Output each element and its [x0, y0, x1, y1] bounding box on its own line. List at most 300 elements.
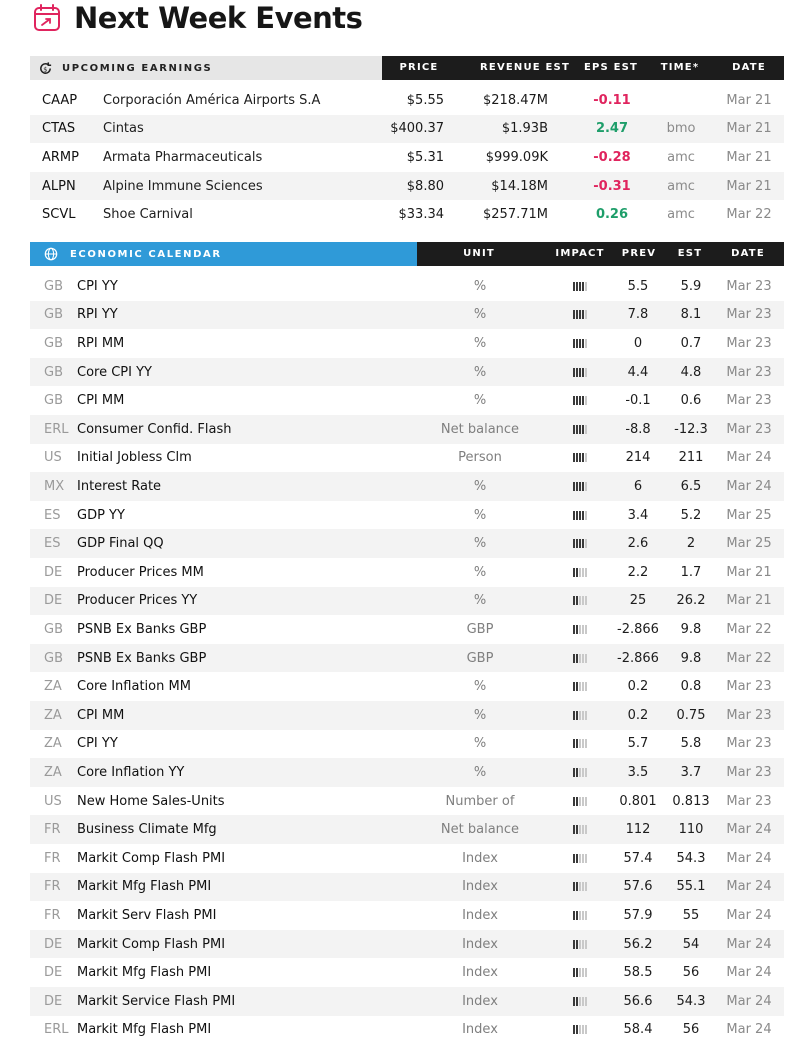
event-name[interactable]: New Home Sales-Units [77, 793, 225, 809]
event-date: Mar 21 [726, 564, 772, 580]
report-date: Mar 21 [726, 178, 772, 194]
event-name[interactable]: Core Inflation MM [77, 679, 191, 695]
impact-bars-icon [573, 1025, 587, 1035]
unit: Index [462, 1022, 498, 1038]
economic-row[interactable] [30, 901, 784, 930]
report-time: bmo [666, 121, 696, 137]
event-date: Mar 24 [726, 993, 772, 1009]
estimate-value: 9.8 [680, 650, 702, 666]
estimate-value: 0.8 [680, 679, 702, 695]
report-time: amc [667, 207, 695, 223]
estimate-value: 1.7 [680, 564, 702, 580]
impact-bars-icon [573, 367, 587, 377]
unit: % [473, 364, 487, 380]
unit: Index [462, 936, 498, 952]
estimate-value: 3.7 [680, 764, 702, 780]
revenue-est: $257.71M [483, 207, 548, 223]
event-name[interactable]: Producer Prices YY [77, 593, 198, 609]
impact-meter [560, 958, 600, 987]
previous-value: 214 [625, 450, 651, 466]
impact-bars-icon [573, 624, 587, 634]
impact-meter [560, 587, 600, 616]
country-code: ZA [44, 679, 62, 695]
impact-meter [560, 758, 600, 787]
economic-row[interactable] [30, 730, 784, 759]
estimate-value: 0.813 [672, 793, 710, 809]
previous-value: 25 [629, 593, 647, 609]
col-eps-est[interactable]: EPS EST [583, 62, 639, 73]
estimate-value: 110 [678, 822, 704, 838]
impact-bars-icon [573, 281, 587, 291]
country-code: DE [44, 564, 63, 580]
impact-bars-icon [573, 710, 587, 720]
country-code: ES [44, 536, 61, 552]
impact-meter [560, 672, 600, 701]
event-name[interactable]: Business Climate Mfg [77, 822, 217, 838]
estimate-value: 56 [682, 1022, 700, 1038]
unit: Person [458, 450, 502, 466]
estimate-value: 2 [686, 536, 696, 552]
event-name[interactable]: Producer Prices MM [77, 564, 204, 580]
economic-row[interactable] [30, 529, 784, 558]
economic-row[interactable] [30, 1016, 784, 1045]
event-name[interactable]: Markit Mfg Flash PMI [77, 1022, 212, 1038]
unit: % [473, 278, 487, 294]
event-name[interactable]: PSNB Ex Banks GBP [77, 650, 207, 666]
country-code: GB [44, 307, 63, 323]
event-name[interactable]: Consumer Confid. Flash [77, 421, 232, 437]
company-name: Corporación América Airports S.A [103, 92, 321, 108]
event-date: Mar 23 [726, 364, 772, 380]
estimate-value: -12.3 [674, 421, 708, 437]
economic-row[interactable] [30, 358, 784, 387]
impact-meter [560, 815, 600, 844]
country-code: GB [44, 621, 63, 637]
impact-bars-icon [573, 481, 587, 491]
previous-value: -2.866 [617, 621, 659, 637]
ticker[interactable]: CAAP [42, 92, 78, 108]
estimate-value: 54.3 [676, 850, 706, 866]
eps-est: 0.26 [595, 207, 629, 223]
impact-bars-icon [573, 596, 587, 606]
globe-icon [44, 247, 58, 261]
impact-bars-icon [573, 338, 587, 348]
impact-meter [560, 415, 600, 444]
previous-value: 0.2 [627, 707, 649, 723]
country-code: GB [44, 650, 63, 666]
impact-bars-icon [573, 310, 587, 320]
event-name[interactable]: Markit Mfg Flash PMI [77, 965, 212, 981]
economic-row[interactable] [30, 701, 784, 730]
unit: GBP [466, 650, 494, 666]
event-date: Mar 25 [726, 507, 772, 523]
economic-row[interactable] [30, 301, 784, 330]
unit: % [473, 478, 487, 494]
col-unit[interactable]: UNIT [463, 248, 495, 259]
previous-value: 57.6 [623, 879, 653, 895]
event-name[interactable]: Markit Serv Flash PMI [77, 907, 217, 923]
economic-section-header [30, 242, 417, 266]
estimate-value: 54.3 [676, 993, 706, 1009]
impact-bars-icon [573, 910, 587, 920]
estimate-value: 55.1 [676, 879, 706, 895]
estimate-value: 55 [682, 907, 700, 923]
estimate-value: 211 [678, 450, 704, 466]
event-date: Mar 25 [726, 536, 772, 552]
economic-row[interactable] [30, 444, 784, 473]
impact-meter [560, 901, 600, 930]
previous-value: 0 [633, 335, 643, 351]
event-date: Mar 23 [726, 307, 772, 323]
event-name[interactable]: Core CPI YY [77, 364, 152, 380]
col-econ-date[interactable]: DATE [731, 248, 765, 259]
event-name[interactable]: RPI YY [77, 307, 118, 323]
economic-row[interactable] [30, 386, 784, 415]
country-code: GB [44, 364, 63, 380]
event-name[interactable]: Interest Rate [77, 478, 162, 494]
country-code: DE [44, 993, 63, 1009]
estimate-value: 56 [682, 965, 700, 981]
unit: Net balance [440, 822, 520, 838]
impact-bars-icon [573, 767, 587, 777]
price: $5.55 [406, 92, 444, 108]
economic-row[interactable] [30, 329, 784, 358]
economic-row[interactable] [30, 644, 784, 673]
country-code: FR [44, 850, 61, 866]
col-revenue-est[interactable]: REVENUE EST [480, 62, 570, 73]
economic-row[interactable] [30, 272, 784, 301]
event-date: Mar 21 [726, 593, 772, 609]
earnings-row[interactable] [30, 200, 784, 229]
impact-meter [560, 301, 600, 330]
col-date[interactable]: DATE [732, 62, 766, 73]
previous-value: 0.2 [627, 679, 649, 695]
report-date: Mar 22 [726, 207, 772, 223]
earnings-row[interactable] [30, 86, 784, 115]
unit: Index [462, 879, 498, 895]
revenue-est: $1.93B [501, 121, 548, 137]
event-name[interactable]: CPI YY [77, 278, 118, 294]
impact-meter [560, 272, 600, 301]
revenue-est: $14.18M [491, 178, 548, 194]
price: $33.34 [398, 207, 444, 223]
event-name[interactable]: RPI MM [77, 335, 125, 351]
col-est[interactable]: EST [677, 248, 703, 259]
earnings-row[interactable] [30, 115, 784, 144]
economic-row[interactable] [30, 958, 784, 987]
company-name: Armata Pharmaceuticals [103, 149, 263, 165]
estimate-value: 54 [682, 936, 700, 952]
event-name[interactable]: GDP Final QQ [77, 536, 164, 552]
event-name[interactable]: Markit Service Flash PMI [77, 993, 236, 1009]
company-name: Cintas [103, 121, 144, 137]
event-date: Mar 24 [726, 822, 772, 838]
impact-bars-icon [573, 853, 587, 863]
revenue-est: $218.47M [483, 92, 548, 108]
country-code: ZA [44, 736, 62, 752]
impact-bars-icon [573, 882, 587, 892]
economic-section-title: ECONOMIC CALENDAR [70, 248, 222, 260]
event-date: Mar 23 [726, 393, 772, 409]
unit: % [473, 736, 487, 752]
impact-bars-icon [573, 567, 587, 577]
economic-row[interactable] [30, 558, 784, 587]
unit: GBP [466, 621, 494, 637]
previous-value: 6 [633, 478, 643, 494]
page-title: Next Week Events [74, 1, 363, 35]
impact-meter [560, 730, 600, 759]
event-name[interactable]: Markit Mfg Flash PMI [77, 879, 212, 895]
previous-value: 0.801 [619, 793, 657, 809]
previous-value: 7.8 [627, 307, 649, 323]
impact-bars-icon [573, 796, 587, 806]
previous-value: -8.8 [625, 421, 651, 437]
unit: Index [462, 907, 498, 923]
earnings-column-headers [382, 56, 784, 80]
impact-meter [560, 987, 600, 1016]
event-date: Mar 23 [726, 736, 772, 752]
economic-row[interactable] [30, 415, 784, 444]
event-name[interactable]: CPI MM [77, 393, 125, 409]
country-code: ZA [44, 707, 62, 723]
earnings-section-title: UPCOMING EARNINGS [62, 62, 213, 74]
impact-meter [560, 787, 600, 816]
event-name[interactable]: CPI MM [77, 707, 125, 723]
eps-est: 2.47 [595, 121, 629, 137]
previous-value: 56.6 [623, 993, 653, 1009]
unit: Index [462, 965, 498, 981]
event-date: Mar 24 [726, 450, 772, 466]
ticker[interactable]: SCVL [42, 207, 76, 223]
estimate-value: 26.2 [676, 593, 706, 609]
report-time: amc [667, 178, 695, 194]
previous-value: 56.2 [623, 936, 653, 952]
economic-row[interactable] [30, 844, 784, 873]
ticker[interactable]: ARMP [42, 149, 79, 165]
unit: Net balance [440, 421, 520, 437]
economic-row[interactable] [30, 472, 784, 501]
economic-row[interactable] [30, 787, 784, 816]
economic-row[interactable] [30, 873, 784, 902]
previous-value: 3.5 [627, 764, 649, 780]
previous-value: 5.7 [627, 736, 649, 752]
impact-meter [560, 701, 600, 730]
estimate-value: 0.6 [680, 393, 702, 409]
previous-value: 5.5 [627, 278, 649, 294]
country-code: FR [44, 822, 61, 838]
price: $5.31 [406, 149, 444, 165]
impact-meter [560, 558, 600, 587]
impact-bars-icon [573, 453, 587, 463]
eps-est: -0.31 [593, 178, 631, 194]
economic-row[interactable] [30, 615, 784, 644]
previous-value: 57.9 [623, 907, 653, 923]
earnings-section-header [30, 56, 382, 80]
country-code: GB [44, 393, 63, 409]
col-prev[interactable]: PREV [621, 248, 657, 259]
country-code: DE [44, 965, 63, 981]
unit: % [473, 593, 487, 609]
event-date: Mar 24 [726, 1022, 772, 1038]
economic-row[interactable] [30, 672, 784, 701]
page-header [32, 0, 362, 36]
previous-value: -2.866 [617, 650, 659, 666]
country-code: GB [44, 335, 63, 351]
col-impact[interactable]: IMPACT [555, 248, 605, 259]
event-name[interactable]: CPI YY [77, 736, 118, 752]
impact-bars-icon [573, 424, 587, 434]
unit: % [473, 393, 487, 409]
event-date: Mar 23 [726, 335, 772, 351]
event-name[interactable]: Initial Jobless Clm [77, 450, 192, 466]
ticker[interactable]: CTAS [42, 121, 76, 137]
impact-meter [560, 444, 600, 473]
event-date: Mar 23 [726, 793, 772, 809]
unit: Index [462, 850, 498, 866]
country-code: GB [44, 278, 63, 294]
impact-bars-icon [573, 682, 587, 692]
impact-meter [560, 930, 600, 959]
impact-meter [560, 873, 600, 902]
country-code: DE [44, 593, 63, 609]
estimate-value: 5.2 [680, 507, 702, 523]
previous-value: -0.1 [625, 393, 651, 409]
previous-value: 2.2 [627, 564, 649, 580]
previous-value: 58.4 [623, 1022, 653, 1038]
impact-meter [560, 1016, 600, 1045]
estimate-value: 4.8 [680, 364, 702, 380]
unit: Number of [445, 793, 515, 809]
unit: % [473, 679, 487, 695]
previous-value: 58.5 [623, 965, 653, 981]
event-date: Mar 22 [726, 650, 772, 666]
unit: % [473, 564, 487, 580]
impact-bars-icon [573, 939, 587, 949]
event-date: Mar 23 [726, 679, 772, 695]
estimate-value: 8.1 [680, 307, 702, 323]
impact-bars-icon [573, 968, 587, 978]
event-date: Mar 23 [726, 421, 772, 437]
event-date: Mar 24 [726, 936, 772, 952]
report-date: Mar 21 [726, 149, 772, 165]
previous-value: 3.4 [627, 507, 649, 523]
impact-meter [560, 615, 600, 644]
report-time [656, 86, 706, 115]
impact-bars-icon [573, 653, 587, 663]
event-name[interactable]: Markit Comp Flash PMI [77, 850, 226, 866]
event-date: Mar 23 [726, 764, 772, 780]
country-code: ES [44, 507, 61, 523]
economic-row[interactable] [30, 587, 784, 616]
country-code: MX [44, 478, 65, 494]
col-price[interactable]: PRICE [399, 62, 439, 73]
event-name[interactable]: Markit Comp Flash PMI [77, 936, 226, 952]
calendar-icon [32, 3, 62, 33]
report-date: Mar 21 [726, 92, 772, 108]
event-date: Mar 24 [726, 879, 772, 895]
country-code: DE [44, 936, 63, 952]
event-date: Mar 24 [726, 478, 772, 494]
impact-bars-icon [573, 996, 587, 1006]
previous-value: 112 [625, 822, 651, 838]
country-code: ERL [44, 421, 69, 437]
earnings-row[interactable] [30, 143, 784, 172]
estimate-value: 0.7 [680, 335, 702, 351]
economic-row[interactable] [30, 501, 784, 530]
country-code: US [44, 450, 62, 466]
unit: % [473, 507, 487, 523]
impact-meter [560, 644, 600, 673]
impact-meter [560, 501, 600, 530]
country-code: ERL [44, 1022, 69, 1038]
event-name[interactable]: Core Inflation YY [77, 764, 185, 780]
event-name[interactable]: GDP YY [77, 507, 125, 523]
impact-bars-icon [573, 825, 587, 835]
earnings-row[interactable] [30, 172, 784, 201]
revenue-est: $999.09K [485, 149, 548, 165]
event-date: Mar 24 [726, 850, 772, 866]
report-date: Mar 21 [726, 121, 772, 137]
price: $400.37 [390, 121, 444, 137]
impact-meter [560, 358, 600, 387]
economic-column-headers [417, 242, 784, 266]
previous-value: 2.6 [627, 536, 649, 552]
impact-meter [560, 386, 600, 415]
impact-bars-icon [573, 739, 587, 749]
estimate-value: 0.75 [676, 707, 706, 723]
economic-row[interactable] [30, 815, 784, 844]
estimate-value: 5.8 [680, 736, 702, 752]
company-name: Alpine Immune Sciences [103, 178, 263, 194]
refresh-dollar-icon [38, 61, 53, 76]
impact-bars-icon [573, 396, 587, 406]
country-code: US [44, 793, 62, 809]
previous-value: 57.4 [623, 850, 653, 866]
country-code: ZA [44, 764, 62, 780]
economic-row[interactable] [30, 987, 784, 1016]
company-name: Shoe Carnival [103, 207, 193, 223]
report-time: amc [667, 149, 695, 165]
event-date: Mar 24 [726, 965, 772, 981]
economic-row[interactable] [30, 758, 784, 787]
unit: % [473, 307, 487, 323]
impact-bars-icon [573, 510, 587, 520]
unit: % [473, 764, 487, 780]
eps-est: -0.28 [593, 149, 631, 165]
event-date: Mar 23 [726, 278, 772, 294]
estimate-value: 6.5 [680, 478, 702, 494]
impact-meter [560, 844, 600, 873]
impact-meter [560, 329, 600, 358]
unit: % [473, 536, 487, 552]
country-code: FR [44, 879, 61, 895]
event-date: Mar 23 [726, 707, 772, 723]
event-date: Mar 24 [726, 907, 772, 923]
impact-bars-icon [573, 539, 587, 549]
impact-meter [560, 529, 600, 558]
unit: Index [462, 993, 498, 1009]
ticker[interactable]: ALPN [42, 178, 76, 194]
svg-text:$: $ [43, 64, 48, 73]
price: $8.80 [406, 178, 444, 194]
unit: % [473, 707, 487, 723]
event-name[interactable]: PSNB Ex Banks GBP [77, 621, 207, 637]
eps-est: -0.11 [593, 92, 631, 108]
economic-row[interactable] [30, 930, 784, 959]
previous-value: 4.4 [627, 364, 649, 380]
estimate-value: 5.9 [680, 278, 702, 294]
col-time[interactable]: TIME* [660, 62, 700, 73]
